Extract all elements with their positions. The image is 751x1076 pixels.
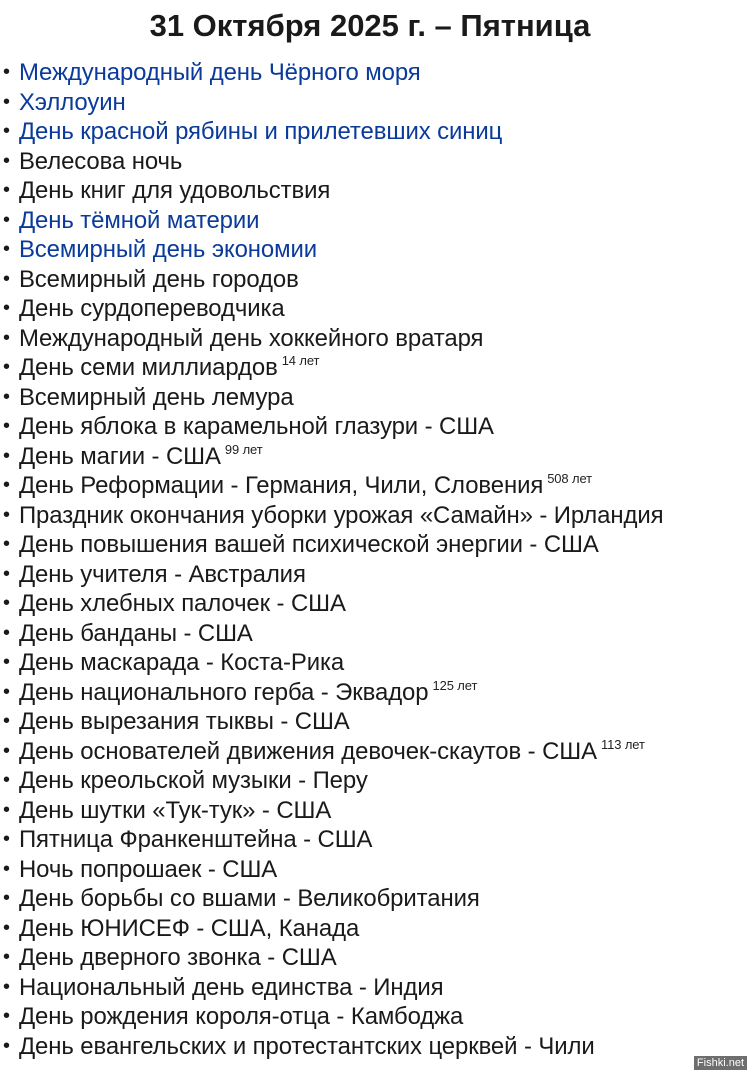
holiday-name: Национальный день единства - Индия	[18, 973, 444, 1001]
holiday-item[interactable]	[3, 235, 749, 265]
anniversary-years: 14 лет	[281, 353, 320, 368]
holiday-item[interactable]	[3, 58, 749, 88]
holiday-item	[3, 648, 749, 678]
bullet-icon: •	[3, 1034, 10, 1057]
bullet-icon: •	[3, 149, 10, 172]
bullet-icon: •	[3, 798, 10, 821]
holiday-item	[3, 1032, 749, 1062]
bullet-icon: •	[3, 474, 10, 496]
bullet-icon: •	[3, 267, 10, 290]
holiday-item[interactable]	[3, 88, 749, 118]
holiday-name: День яблока в карамельной глазури - США	[18, 413, 494, 440]
anniversary-years: 508 лет	[547, 471, 593, 486]
holiday-name: Праздник окончания уборки урожая «Самайн» - Ирландия	[18, 501, 664, 529]
holiday-item	[3, 1002, 749, 1032]
bullet-icon: •	[3, 975, 10, 998]
holiday-name: Всемирный день городов	[18, 265, 299, 293]
anniversary-years: 113 лет	[600, 736, 645, 752]
holiday-item	[3, 353, 749, 383]
bullet-icon: •	[3, 356, 10, 378]
holiday-name: День Реформации - Германия, Чили, Словения	[18, 472, 544, 499]
bullet-icon: •	[3, 828, 10, 850]
bullet-icon: •	[3, 887, 10, 909]
holiday-item	[3, 324, 749, 354]
bullet-icon: •	[3, 385, 10, 408]
holiday-name: День книг для удовольствия	[18, 177, 331, 204]
holiday-item	[3, 914, 749, 944]
bullet-icon: •	[3, 120, 10, 142]
holiday-item	[3, 973, 749, 1003]
holiday-name: День хлебных палочек - США	[18, 590, 346, 617]
holiday-name: День евангельских и протестантских церквей - Чили	[18, 1032, 595, 1060]
holiday-name: День креольской музыки - Перу	[18, 767, 368, 794]
holiday-link[interactable]: Хэллоуин	[18, 88, 126, 116]
anniversary-years: 125 лет	[432, 677, 478, 693]
holiday-item	[3, 796, 749, 826]
bullet-icon: •	[3, 90, 10, 113]
holiday-item	[3, 707, 749, 737]
holiday-link[interactable]: Международный день Чёрного моря	[18, 59, 421, 86]
bullet-icon: •	[3, 208, 10, 231]
holiday-item	[3, 501, 749, 531]
holiday-item	[3, 619, 749, 649]
holiday-item	[3, 766, 749, 796]
bullet-icon: •	[3, 444, 10, 467]
bullet-icon: •	[3, 562, 10, 585]
holiday-item	[3, 265, 749, 295]
holiday-item	[3, 530, 749, 560]
bullet-icon: •	[3, 503, 10, 526]
holiday-item	[3, 589, 749, 619]
holiday-link[interactable]: Всемирный день экономии	[18, 236, 318, 263]
holiday-item	[3, 825, 749, 855]
anniversary-years: 99 лет	[224, 441, 263, 457]
bullet-icon: •	[3, 769, 10, 791]
holiday-item	[3, 678, 749, 708]
bullet-icon: •	[3, 179, 10, 201]
holiday-name: День основателей движения девочек-скаутов - США	[18, 737, 597, 765]
holiday-item	[3, 884, 749, 914]
bullet-icon: •	[3, 946, 10, 968]
holiday-item	[3, 442, 749, 472]
holiday-name: День шутки «Тук-тук» - США	[18, 796, 332, 824]
bullet-icon: •	[3, 326, 10, 349]
holiday-item	[3, 855, 749, 885]
holiday-name: День рождения короля-отца - Камбоджа	[18, 1003, 464, 1030]
bullet-icon: •	[3, 680, 10, 703]
holiday-item	[3, 294, 749, 324]
holiday-name: День сурдопереводчика	[18, 295, 285, 322]
holiday-item	[3, 176, 749, 206]
holiday-name: Ночь попрошаек - США	[18, 855, 278, 883]
bullet-icon: •	[3, 592, 10, 614]
bullet-icon: •	[3, 1005, 10, 1027]
holiday-name: День повышения вашей психической энергии - США	[18, 531, 599, 558]
holiday-name: Всемирный день лемура	[18, 383, 294, 411]
holiday-name: Международный день хоккейного вратаря	[18, 324, 484, 352]
holiday-item[interactable]	[3, 117, 749, 147]
holiday-item	[3, 737, 749, 767]
holiday-name: День магии - США	[18, 442, 221, 470]
holiday-name: Пятница Франкенштейна - США	[18, 826, 373, 853]
bullet-icon: •	[3, 61, 10, 83]
bullet-icon: •	[3, 415, 10, 437]
holiday-item	[3, 560, 749, 590]
bullet-icon: •	[3, 533, 10, 555]
holiday-name: День ЮНИСЕФ - США, Канада	[18, 914, 360, 942]
bullet-icon: •	[3, 857, 10, 880]
holiday-name: День национального герба - Эквадор	[18, 678, 429, 706]
holiday-name: День вырезания тыквы - США	[18, 708, 350, 735]
bullet-icon: •	[3, 297, 10, 319]
holiday-name: День банданы - США	[18, 619, 253, 647]
watermark: Fishki.net	[694, 1056, 747, 1070]
holiday-link[interactable]: День тёмной материи	[18, 206, 260, 234]
holiday-link[interactable]: День красной рябины и прилетевших синиц	[18, 118, 503, 145]
holiday-item	[3, 943, 749, 973]
bullet-icon: •	[3, 739, 10, 762]
bullet-icon: •	[3, 916, 10, 939]
bullet-icon: •	[3, 238, 10, 260]
page-title: 31 Октября 2025 г. – Пятница	[149, 8, 591, 43]
holiday-name: Велесова ночь	[18, 147, 183, 175]
bullet-icon: •	[3, 710, 10, 732]
holiday-item	[3, 412, 749, 442]
holiday-name: День семи миллиардов	[18, 354, 278, 381]
holiday-item[interactable]	[3, 206, 749, 236]
holiday-name: День учителя - Австралия	[18, 560, 306, 588]
holiday-name: День дверного звонка - США	[18, 944, 337, 971]
holiday-name: День борьбы со вшами - Великобритания	[18, 885, 480, 912]
holiday-list	[3, 58, 751, 1061]
holiday-item	[3, 147, 749, 177]
bullet-icon: •	[3, 651, 10, 673]
holiday-item	[3, 471, 749, 501]
holiday-name: День маскарада - Коста-Рика	[18, 649, 345, 676]
holiday-item	[3, 383, 749, 413]
bullet-icon: •	[3, 621, 10, 644]
